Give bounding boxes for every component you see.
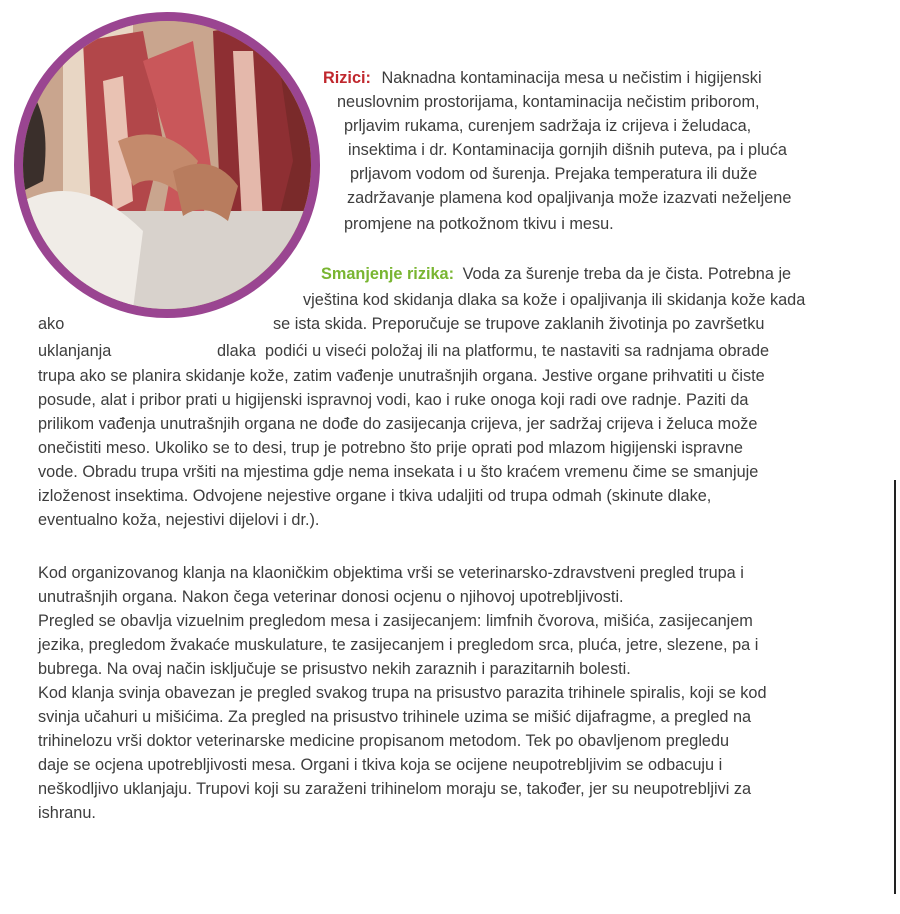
reduction-rest-1: trupa ako se planira skidanje kože, zatim vađenje unutrašnjih organa. Jestive organe prihvatiti u čiste	[38, 367, 765, 385]
inspection-line-9: daje se ocjena upotrebljivosti mesa. Organi i tkiva koja se ocijene neupotrebljivim se odbacuju i	[38, 756, 723, 774]
inspection-line-7: svinja učahuri u mišićima. Za pregled na prisustvo trihinele uzima se mišić dijafragme, a pregled na	[38, 708, 752, 726]
reduction-line-3a: ako	[38, 315, 65, 333]
inspection-line-11: ishranu.	[38, 804, 96, 822]
inspection-line-1: Kod organizovanog klanja na klaoničkim objektima vrši se veterinarsko-zdravstveni pregled trupa i	[38, 564, 744, 582]
inspection-line-2: unutrašnjih organa. Nakon čega veterinar donosi ocjenu o njihovoj upotrebljivosti.	[38, 588, 624, 606]
butcher-photo	[14, 12, 320, 318]
risks-line-3: prljavim rukama, curenjem sadržaja iz crijeva i želudaca,	[344, 117, 752, 135]
butcher-photo-illustration	[23, 21, 311, 309]
inspection-line-8: trihinelozu vrši doktor veterinarske medicine propisanom metodom. Tek po obavljenom pregledu	[38, 732, 730, 750]
reduction-line-4b: dlaka	[217, 342, 256, 360]
reduction-line-1	[321, 262, 791, 286]
reduction-rest-4: onečistiti meso. Ukoliko se to desi, trup je potrebno što prije oprati pod mlazom higijenski ispravne	[38, 439, 743, 457]
scrollbar[interactable]	[894, 480, 896, 894]
risks-line-7: promjene na potkožnom tkivu i mesu.	[344, 215, 614, 233]
risks-label: Rizici:	[323, 69, 371, 87]
reduction-line-4a: uklanjanja	[38, 342, 112, 360]
reduction-rest-3: prilikom vađenja unutrašnjih organa ne dođe do zasijecanja crijeva, jer sadržaj crijeva i želuca može	[38, 415, 758, 433]
inspection-line-6: Kod klanja svinja obavezan je pregled svakog trupa na prisustvo parazita trihinele spiralis, koji se kod	[38, 684, 767, 702]
reduction-label: Smanjenje rizika:	[321, 265, 455, 283]
reduction-rest-6: izloženost insektima. Odvojene nejestive organe i tkiva udaljiti od trupa odmah (skinute dlake,	[38, 487, 712, 505]
inspection-line-10: neškodljivo uklanjaju. Trupovi koji su zaraženi trihinelom moraju se, također, jer su neupotrebljivi za	[38, 780, 752, 798]
reduction-rest-7: eventualno koža, nejestivi dijelovi i dr.).	[38, 511, 320, 529]
risks-text: Naknadna kontaminacija mesa u nečistim i higijenski	[381, 69, 762, 87]
reduction-line-2: vještina kod skidanja dlaka sa kože i opaljivanja ili skidanja kože kada	[303, 291, 806, 309]
inspection-line-4: jezika, pregledom žvakaće muskulature, te zasijecanjem i pregledom srca, pluća, jetre, slezene, pa i	[38, 636, 759, 654]
reduction-line-4c: podići u viseći položaj ili na platformu, te nastaviti sa radnjama obrade	[265, 342, 770, 360]
inspection-line-3: Pregled se obavlja vizuelnim pregledom mesa i zasijecanjem: limfnih čvorova, mišića, zasijecanjem	[38, 612, 753, 630]
risks-line-2: neuslovnim prostorijama, kontaminacija nečistim priborom,	[337, 93, 760, 111]
inspection-line-5: bubrega. Na ovaj način isključuje se prisustvo nekih zaraznih i parazitarnih bolesti.	[38, 660, 631, 678]
risks-line-6: zadržavanje plamena kod opaljivanja može izazvati neželjene	[347, 189, 792, 207]
reduction-text: Voda za šurenje treba da je čista. Potrebna je	[462, 265, 792, 283]
risks-line-5: prljavom vodom od šurenja. Prejaka temperatura ili duže	[350, 165, 758, 183]
risks-line-1	[323, 66, 762, 90]
risks-line-4: insektima i dr. Kontaminacija gornjih dišnih puteva, pa i pluća	[348, 141, 787, 159]
reduction-rest-5: vode. Obradu trupa vršiti na mjestima gdje nema insekata i u što kraćem vremenu čime se smanjuje	[38, 463, 759, 481]
reduction-line-3b: se ista skida. Preporučuje se trupove zaklanih životinja po završetku	[273, 315, 765, 333]
reduction-rest-2: posude, alat i pribor prati u higijenski ispravnoj vodi, kao i ruke onoga koji radi ove radnje. Paziti da	[38, 391, 749, 409]
